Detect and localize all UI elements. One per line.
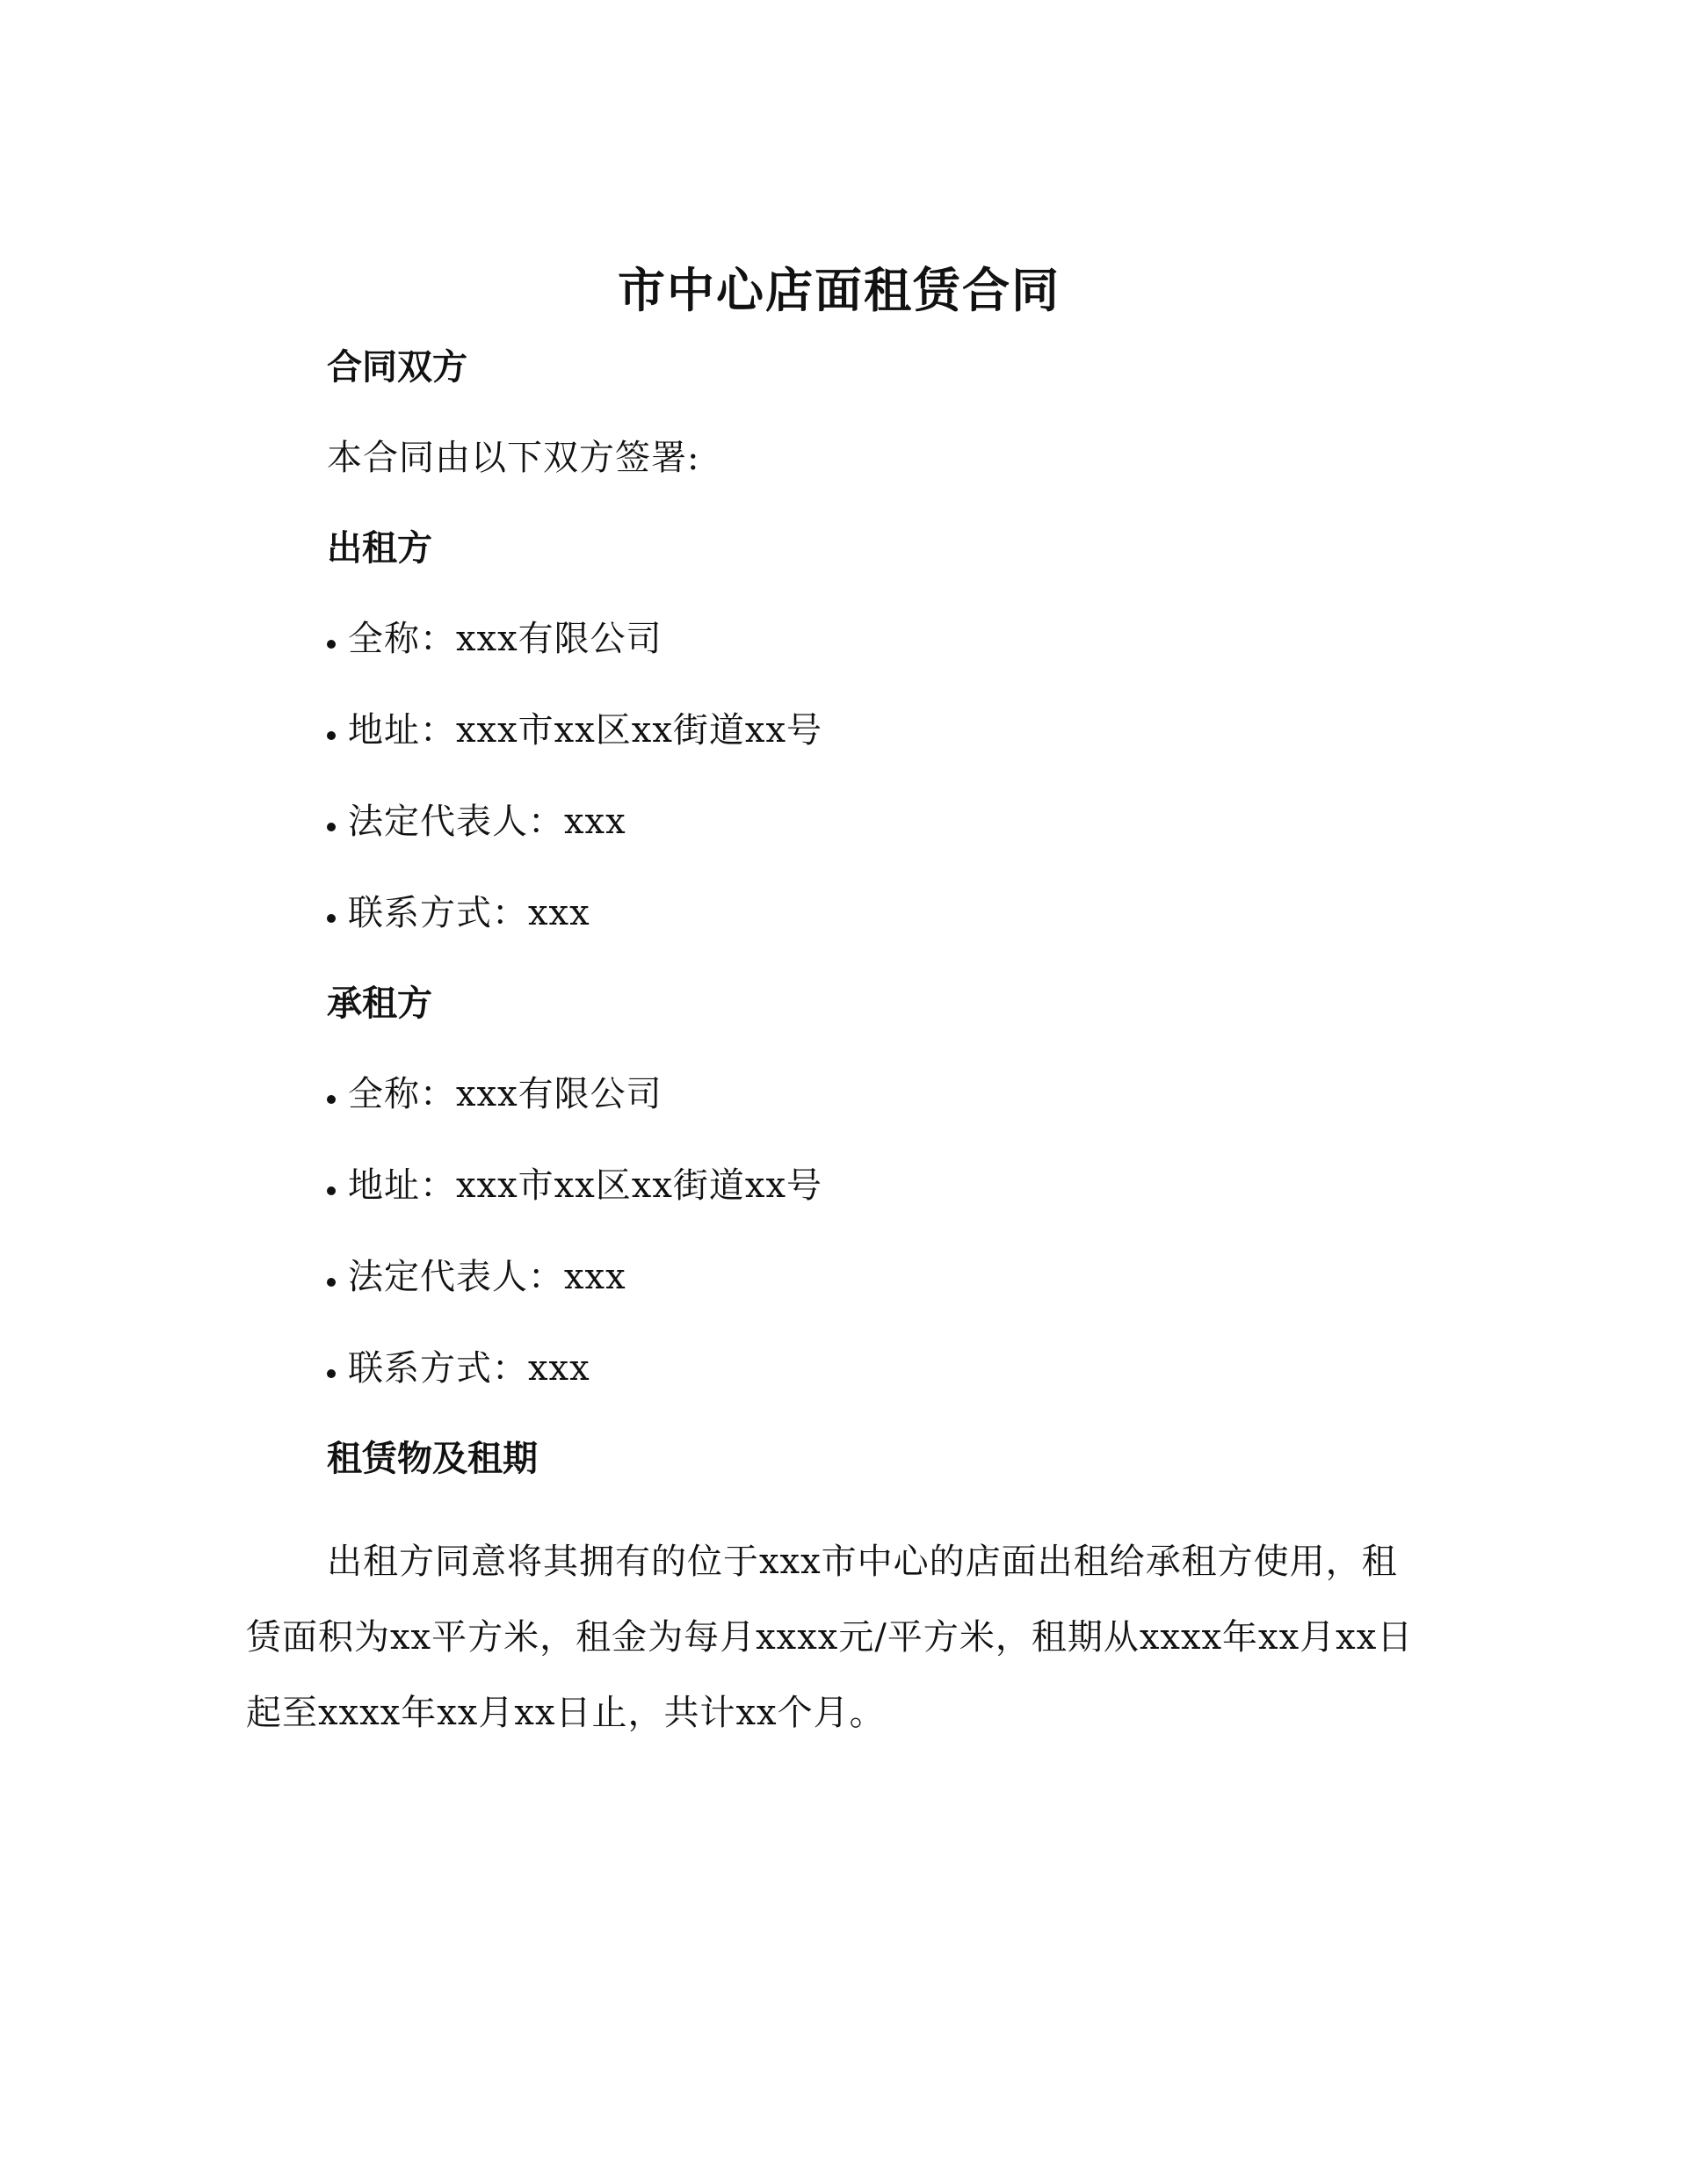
lessee-item-text: 全称：xxx有限公司 <box>348 1074 662 1114</box>
lessor-item-text: 法定代表人：xxx <box>348 802 626 842</box>
document-title: 市中心店面租赁合同 <box>618 262 1061 318</box>
bullet-icon <box>327 1186 336 1195</box>
lessee-item-representative <box>327 1252 1432 1302</box>
lessee-item-contact <box>327 1343 1432 1394</box>
lessor-item-text: 全称：xxx有限公司 <box>348 619 662 659</box>
parties-heading: 合同双方 <box>327 346 467 388</box>
lessor-item-contact <box>327 888 1432 939</box>
lessor-item-address <box>327 705 1432 756</box>
lessee-item-text: 联系方式：xxx <box>348 1348 590 1389</box>
bullet-icon <box>327 1369 336 1378</box>
lease-heading: 租赁物及租期 <box>327 1438 538 1479</box>
document-body <box>246 255 1432 1751</box>
bullet-icon <box>327 640 336 649</box>
lessee-item-text: 法定代表人：xxx <box>348 1257 626 1297</box>
lessee-item-address <box>327 1160 1432 1211</box>
bullet-icon <box>327 823 336 831</box>
lessor-item-name <box>327 613 1432 664</box>
bullet-icon <box>327 731 336 740</box>
bullet-icon <box>327 914 336 923</box>
lessor-item-representative <box>327 796 1432 847</box>
lessor-item-text: 联系方式：xxx <box>348 893 590 933</box>
lessor-item-text: 地址：xxx市xx区xx街道xx号 <box>348 710 823 751</box>
lessee-item-text: 地址：xxx市xx区xx街道xx号 <box>348 1165 823 1206</box>
lessee-heading: 承租方 <box>327 983 432 1024</box>
lease-body: 出租方同意将其拥有的位于xxx市中心的店面出租给承租方使用，租赁面积为xx平方米，租金为每月xxxx元/平方米，租期从xxxx年xx月xx日起至xxxx年xx月xx日止，共计xx个月。 <box>246 1542 1414 1733</box>
lessee-list <box>327 1069 1432 1394</box>
bullet-icon <box>327 1278 336 1287</box>
lessor-list <box>327 613 1432 939</box>
lessee-item-name <box>327 1069 1432 1120</box>
parties-intro: 本合同由以下双方签署: <box>327 438 700 478</box>
bullet-icon <box>327 1095 336 1104</box>
lessor-heading: 出租方 <box>327 527 432 569</box>
